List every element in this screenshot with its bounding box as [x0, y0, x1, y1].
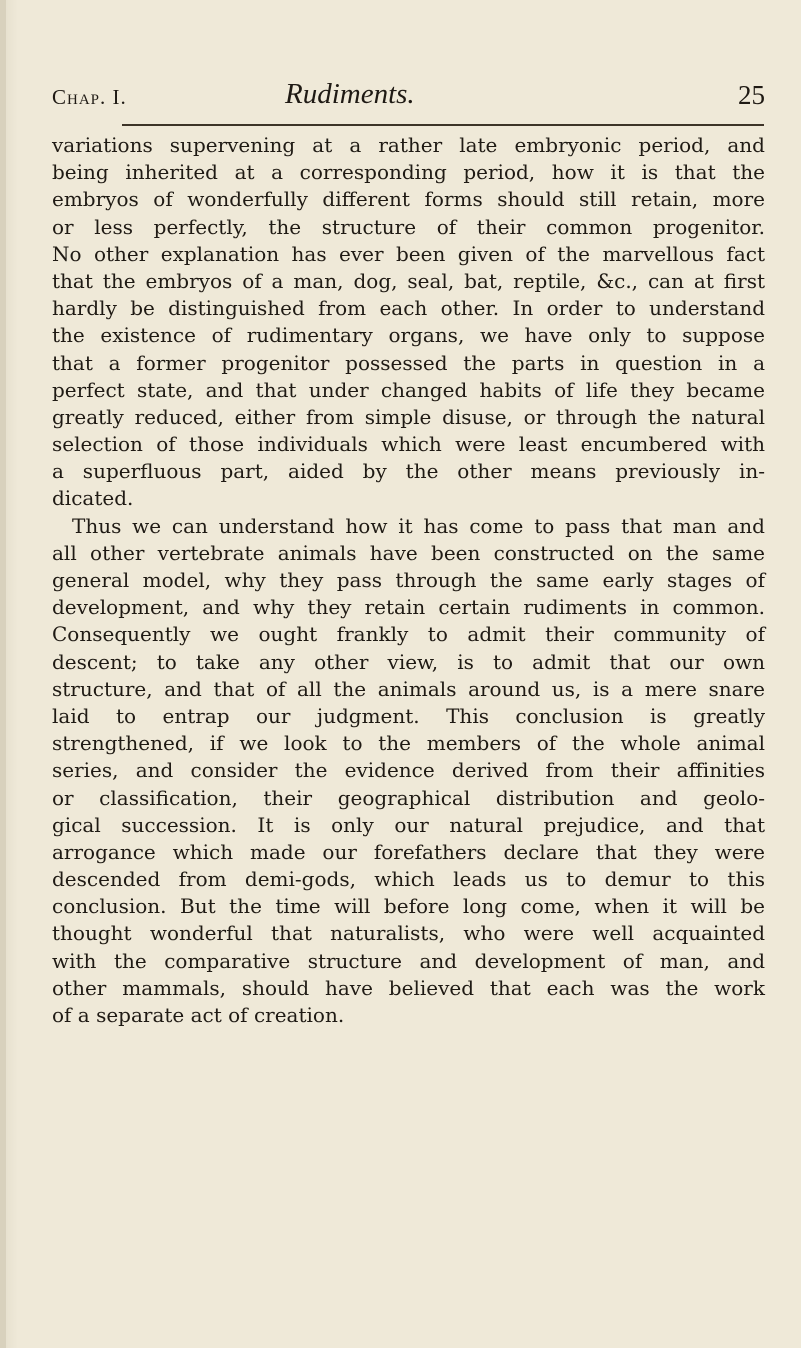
text-line: arrogance which made our forefathers declare that they were [52, 839, 765, 864]
text-line: descended from demi-gods, which leads us to demur to this [52, 867, 765, 892]
text-line: Consequently we ought frankly to admit their community of [52, 622, 765, 647]
text-line: strengthened, if we look to the members of the whole animal [52, 731, 765, 756]
running-header [52, 78, 765, 112]
text-line: gical succession. It is only our natural prejudice, and that [52, 812, 765, 837]
page-number: 25 [738, 80, 765, 110]
text-line: a superfluous part, aided by the other means previously in- [52, 459, 765, 484]
page-binding-edge [0, 0, 6, 1348]
text-line: the existence of rudimentary organs, we have only to suppose [52, 323, 765, 348]
text-line: that the embryos of a man, dog, seal, bat, reptile, &c., can at first [52, 268, 765, 293]
text-line: dicated. [52, 486, 134, 511]
header-rule [122, 124, 764, 126]
body-text [52, 132, 765, 1029]
running-title: Rudiments. [285, 78, 415, 110]
text-line: series, and consider the evidence derived from their affinities [52, 758, 765, 783]
text-line: that a former progenitor possessed the parts in question in a [52, 350, 765, 375]
text-line: laid to entrap our judgment. This conclusion is greatly [52, 703, 765, 728]
chapter-label: Chap. I. [52, 85, 127, 109]
text-line: other mammals, should have believed that each was the work [52, 975, 765, 1000]
text-line: development, and why they retain certain rudiments in common. [52, 595, 765, 620]
text-line: all other vertebrate animals have been constructed on the same [52, 540, 765, 565]
text-line: embryos of wonderfully different forms should still retain, more [52, 187, 765, 212]
text-line: with the comparative structure and development of man, and [52, 948, 765, 973]
paragraph-2 [52, 513, 765, 1030]
text-line: thought wonderful that naturalists, who were well acquainted [52, 921, 765, 946]
text-line: of a separate act of creation. [52, 1003, 345, 1027]
text-line: general model, why they pass through the same early stages of [52, 568, 765, 592]
text-line: descent; to take any other view, is to admit that our own [52, 649, 765, 674]
text-line: selection of those individuals which were least encumbered with [52, 432, 765, 457]
text-line: hardly be distinguished from each other. In order to understand [52, 296, 765, 321]
text-line: conclusion. But the time will before long come, when it will be [52, 894, 765, 919]
text-line: structure, and that of all the animals around us, is a mere snare [52, 676, 765, 701]
text-line: variations supervening at a rather late embryonic period, and [52, 133, 765, 157]
paragraph-1 [52, 132, 765, 513]
text-line: greatly reduced, either from simple disuse, or through the natural [52, 404, 765, 429]
text-line: Thus we can understand how it has come to pass that man and [72, 513, 765, 538]
text-line: being inherited at a corresponding period, how it is that the [52, 160, 765, 185]
text-line: or classification, their geographical distribution and geolo- [52, 785, 765, 810]
text-line: or less perfectly, the structure of their common progenitor. [52, 214, 765, 239]
text-line: No other explanation has ever been given of the marvellous fact [52, 241, 765, 266]
text-line: perfect state, and that under changed habits of life they became [52, 377, 765, 402]
